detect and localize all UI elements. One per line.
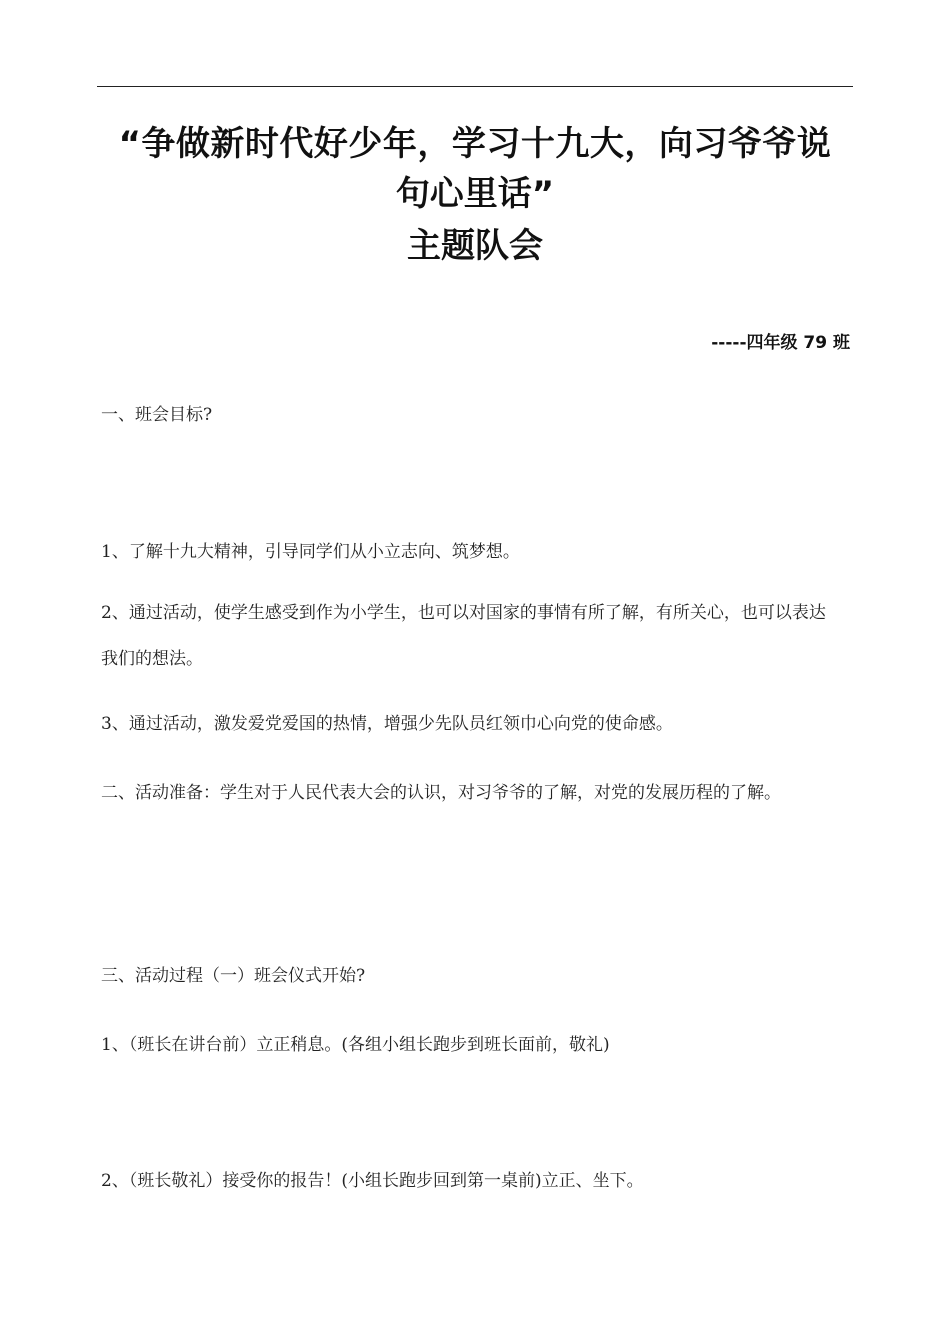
goal-item-2: 2、通过活动，使学生感受到作为小学生，也可以对国家的事情有所了解，有所关心，也可以表达我们的想法。: [101, 603, 826, 669]
class-byline: -----四年级 79 班: [711, 333, 850, 353]
goal-item-3: 3、通过活动，激发爱党爱国的热情，增强少先队员红领巾心向党的使命感。: [101, 714, 673, 734]
goal-item-1: 1、了解十九大精神，引导同学们从小立志向、筑梦想。: [101, 542, 520, 562]
section-heading-goals: 一、班会目标?: [101, 405, 213, 425]
process-step-1: 1、（班长在讲台前）立正稍息。(各组小组长跑步到班长面前，敬礼): [101, 1035, 610, 1055]
top-rule: [97, 86, 853, 87]
title-line-1: “争做新时代好少年，学习十九大，向习爷爷说: [118, 124, 832, 164]
process-step-2: 2、（班长敬礼）接受你的报告！(小组长跑步回到第一桌前)立正、坐下。: [101, 1171, 644, 1191]
title-line-2: 句心里话”: [395, 174, 555, 214]
section-preparation: 二、活动准备：学生对于人民代表大会的认识，对习爷爷的了解，对党的发展历程的了解。: [101, 783, 781, 803]
section-heading-process: 三、活动过程（一）班会仪式开始?: [101, 966, 366, 986]
title-line-3: 主题队会: [407, 226, 543, 266]
